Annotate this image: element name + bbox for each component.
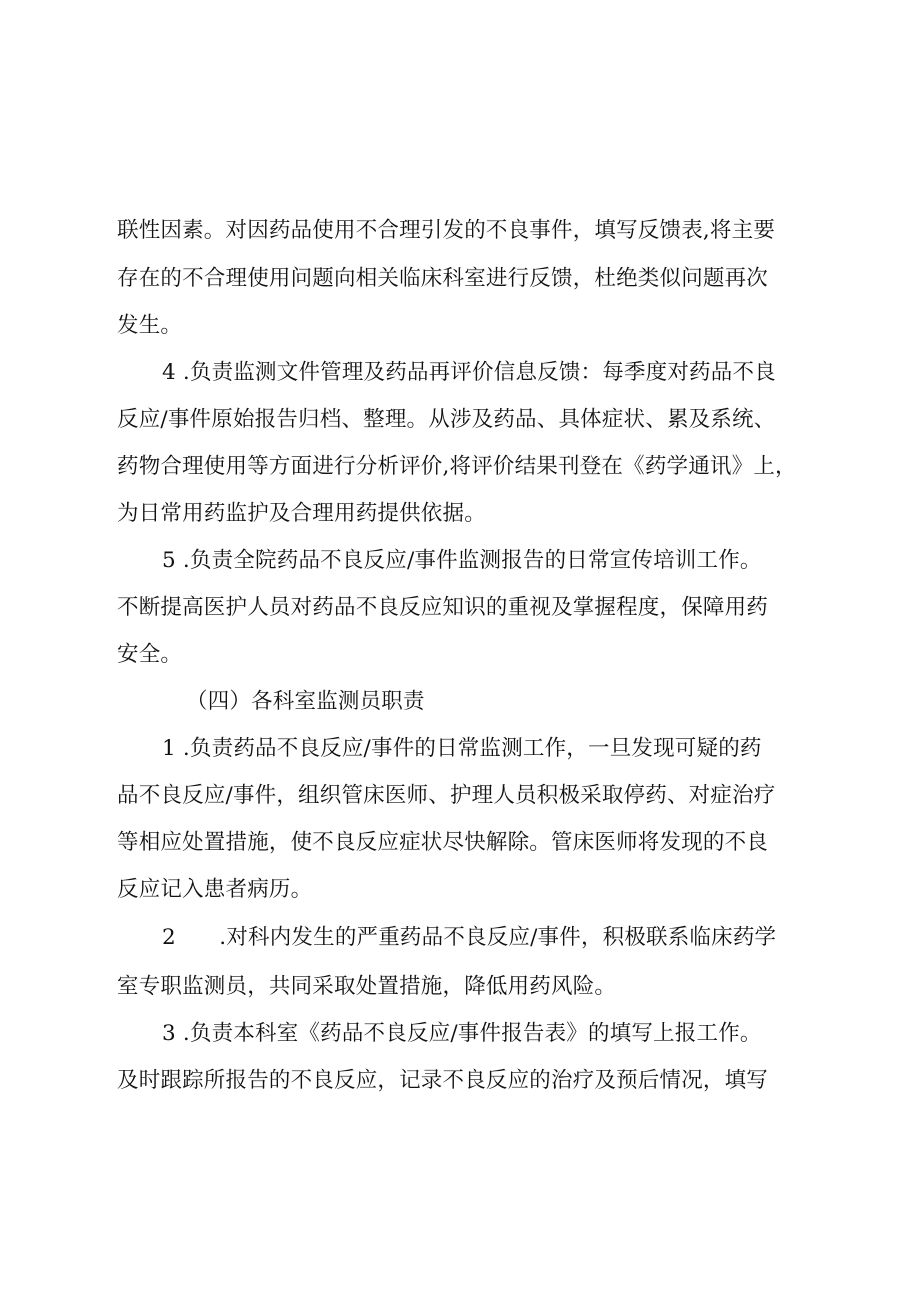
paragraph-line: 药物合理使用等方面进行分析评价,将评价结果刊登在《药学通讯》上，: [117, 454, 797, 479]
list-item-3-line: 3 .负责本科室《药品不良反应/事件报告表》的填写上报工作。: [162, 1021, 762, 1046]
paragraph-line: 联性因素。对因药品使用不合理引发的不良事件，填写反馈表,将主要: [117, 218, 776, 243]
section-heading: （四）各科室监测员职责: [186, 689, 425, 714]
paragraph-line: 为日常用药监护及合理用药提供依据。: [117, 501, 486, 526]
list-item-5-line: 5 .负责全院药品不良反应/事件监测报告的日常宣传培训工作。: [162, 548, 762, 573]
paragraph-line: 等相应处置措施，使不良反应症状尽快解除。管床医师将发现的不良: [117, 830, 769, 855]
list-item-4-line: 4 .负责监测文件管理及药品再评价信息反馈：每季度对药品不良: [162, 360, 776, 385]
paragraph-line: 不断提高医护人员对药品不良反应知识的重视及掌握程度，保障用药: [117, 595, 769, 620]
paragraph-line: 及时跟踪所报告的不良反应，记录不良反应的治疗及预后情况，填写: [117, 1068, 769, 1093]
list-item-2-line: 2 .对科内发生的严重药品不良反应/事件，积极联系临床药学: [162, 925, 777, 950]
paragraph-line: 室专职监测员，共同采取处置措施，降低用药风险。: [117, 974, 617, 999]
paragraph-line: 发生。: [117, 313, 183, 338]
list-item-1-line: 1 .负责药品不良反应/事件的日常监测工作，一旦发现可疑的药: [162, 736, 762, 761]
paragraph-line: 反应记入患者病历。: [117, 877, 313, 902]
paragraph-line: 品不良反应/事件，组织管床医师、护理人员积极采取停药、对症治疗: [117, 783, 776, 808]
paragraph-line: 反应/事件原始报告归档、整理。从涉及药品、具体症状、累及系统、: [117, 407, 776, 432]
paragraph-line: 安全。: [117, 642, 183, 667]
paragraph-line: 存在的不合理使用问题向相关临床科室进行反馈，杜绝类似问题再次: [117, 266, 769, 291]
